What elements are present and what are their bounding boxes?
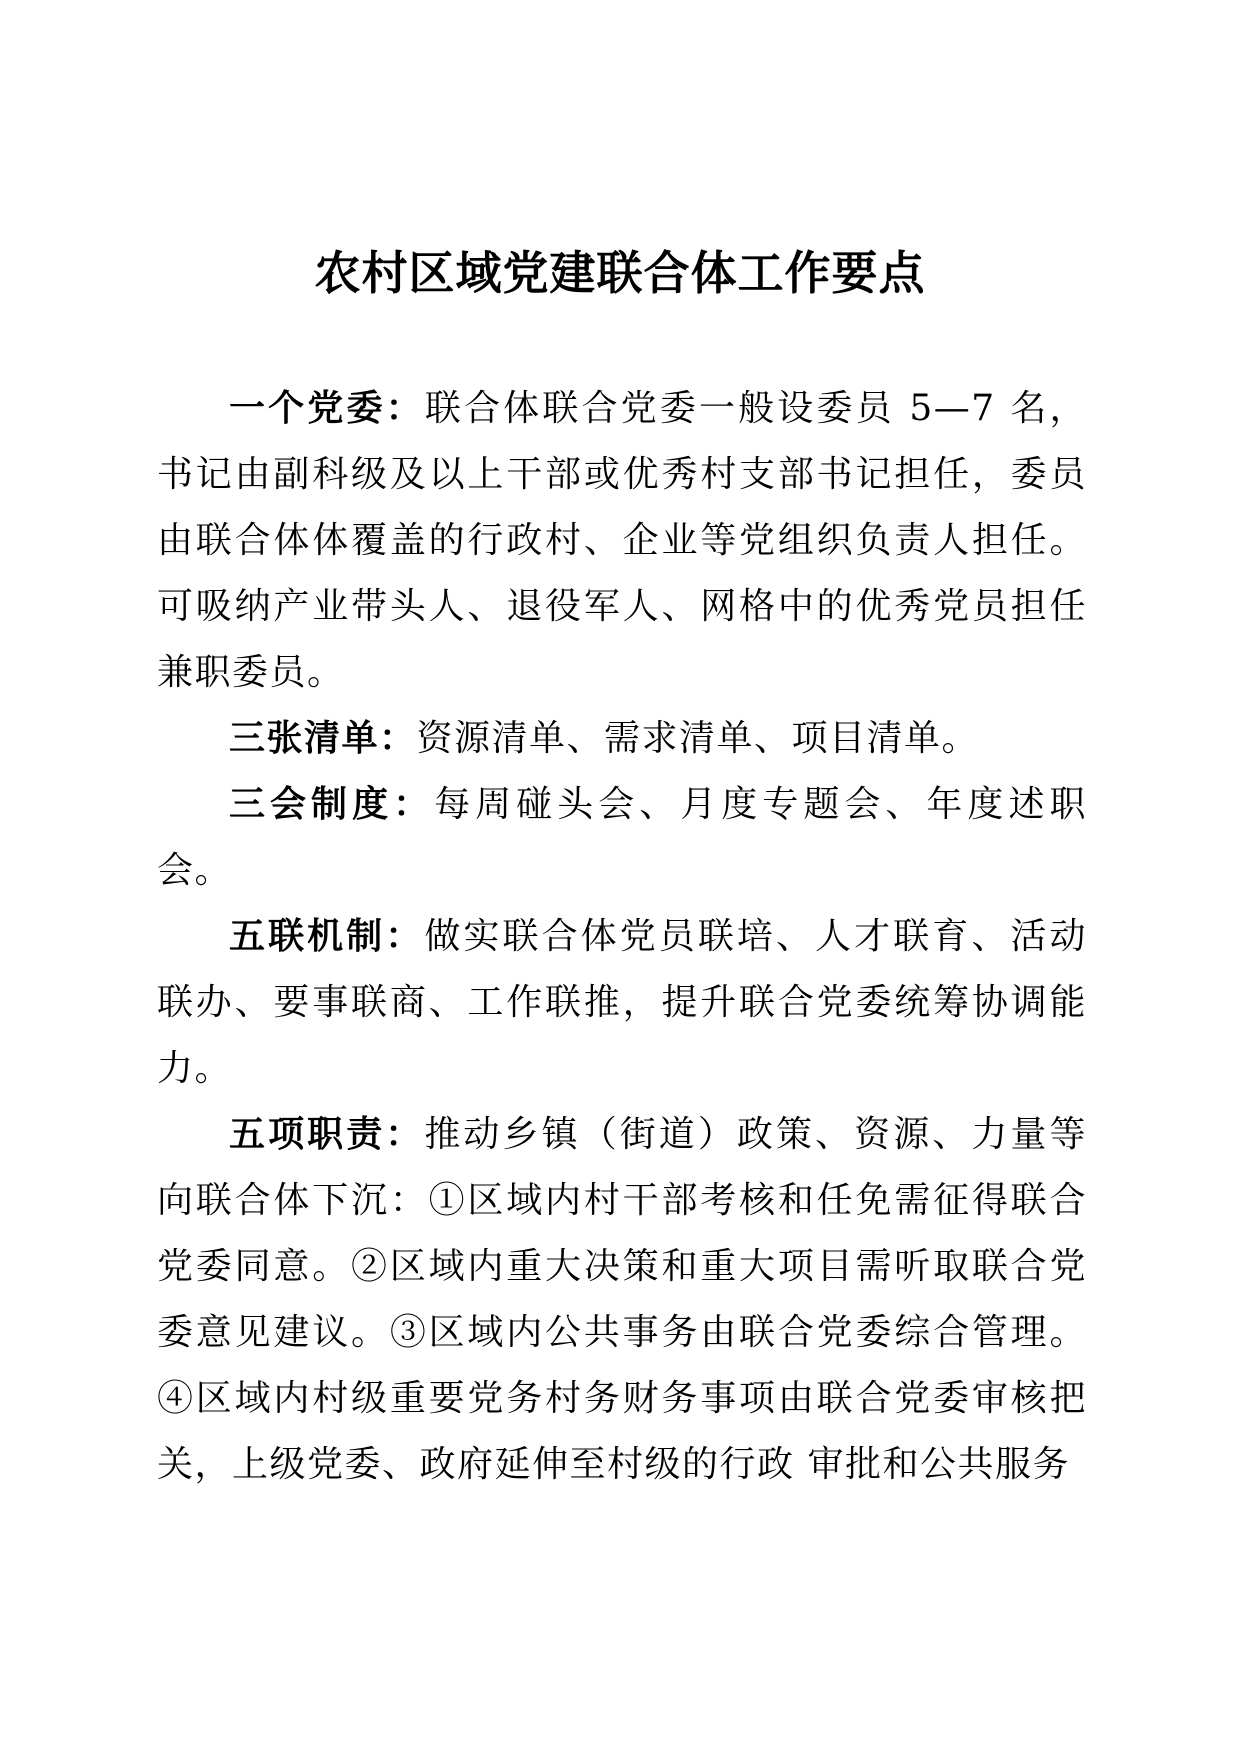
document-title: 农村区域党建联合体工作要点 bbox=[314, 246, 926, 300]
section-five-duties bbox=[157, 1102, 1087, 1498]
section-text: 联合体联合党委一般设委员 5—7 名，书记由副科级及以上干部或优秀村支部书记担任，委员由联合体体覆盖的行政村、企业等党组织负责人担任。可吸纳产业带头人、退役军人、网格中的优秀党员担任兼职委员。 bbox=[157, 388, 1087, 693]
section-one-party-committee bbox=[157, 376, 1087, 706]
section-label: 五项职责： bbox=[229, 1114, 425, 1155]
section-label: 五联机制： bbox=[229, 916, 425, 957]
section-three-meetings bbox=[157, 772, 1087, 904]
section-five-links bbox=[157, 904, 1087, 1102]
section-label: 三张清单： bbox=[229, 718, 417, 759]
section-text: 做实联合体党员联培、人才联育、活动联办、要事联商、工作联推，提升联合党委统筹协调能力。 bbox=[157, 916, 1087, 1089]
section-text: 资源清单、需求清单、项目清单。 bbox=[416, 718, 980, 759]
document-body bbox=[157, 376, 1087, 1498]
section-text: 每周碰头会、月度专题会、年度述职会。 bbox=[157, 784, 1087, 891]
section-text: 推动乡镇（街道）政策、资源、力量等向联合体下沉：①区域内村干部考核和任免需征得联合党委同意。②区域内重大决策和重大项目需听取联合党委意见建议。③区域内公共事务由联合党委综合管理。④区域内村级重要党务村务财务事项由联合党委审核把关，上级党委、政府延伸至村级的行政 审批和公共服务 bbox=[157, 1114, 1087, 1485]
section-label: 一个党委： bbox=[229, 388, 425, 429]
section-label: 三会制度： bbox=[229, 784, 435, 825]
section-three-lists bbox=[157, 706, 1087, 772]
